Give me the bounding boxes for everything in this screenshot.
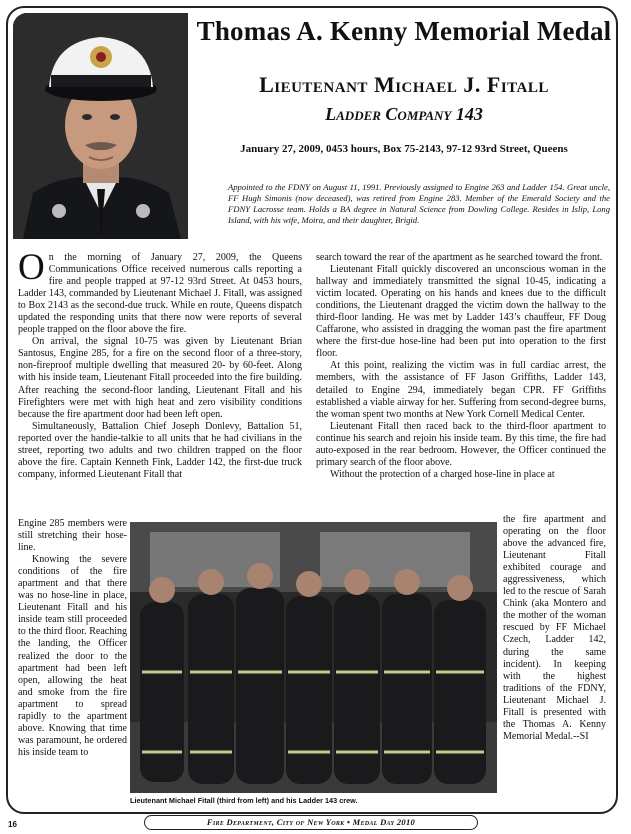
article-paragraph: Without the protection of a charged hose-line in place at <box>330 468 555 480</box>
article-paragraph: On the morning of January 27, 2009, the Queens Communications Office received numerous calls reporting a fire and people trapped at 97-12 93rd Street. At 0453 hours, Ladder 143, commanded by Lieutenant Michael J. Fitall, was assigned to Box 2143 as the second-due truck. While en route, Queens dispatch updated the responding units that there now were reports of several people trapped on the floor above the fire. <box>18 247 302 336</box>
article-column-right <box>316 252 606 481</box>
biography: Appointed to the FDNY on August 11, 1991. Previously assigned to Engine 263 and Ladder 154. Great uncle, FF Hugh Simonis (now deceased), was retired from Engine 283. Member of the Emerald Society and the FDNY Lacrosse team. Holds a BA degree in Natural Science from Dowling College. Resides in Islip, Long Island, with his wife, Moira, and their daughter, Brigid. <box>228 182 610 225</box>
medal-title: Thomas A. Kenny Memorial Medal <box>196 16 612 46</box>
article-paragraph: the fire apartment and operating on the floor above the advanced fire, Lieutenant Fitall exhibited courage and aggressiveness, which led to the rescue of Sarah Chink (aka Montero and the mother of the woman rescued by FF Michael Czech, Ladder 142, during the same incident). In keeping with the highest traditions of the FDNY, Lieutenant Michael J. Fitall is presented with the Thomas A. Kenny Memorial Medal.--SI <box>503 514 606 742</box>
article-paragraph: search toward the rear of the apartment as he searched toward the front. <box>316 252 603 263</box>
drop-cap: O <box>18 247 45 288</box>
crew-photo <box>130 522 497 793</box>
footer-banner: Fire Department, City of New York • Medal Day 2010 <box>144 815 478 830</box>
photo-caption: Lieutenant Michael Fitall (third from left) and his Ladder 143 crew. <box>130 796 358 805</box>
article-paragraph: Simultaneously, Battalion Chief Joseph Donlevy, Battalion 51, reported over the handie-talkie to all units that he had civilians in the street, reporting two adults and two children trapped on the floor above the fire. Captain Kenneth Fink, Ladder 142, the first-due truck company, informed Lieutenant Fitall that <box>18 420 302 480</box>
article-paragraph: Knowing the severe conditions of the fire apartment and that there was no hose-line in place, Lieutenant Fitall and his inside team still proceeded to the third floor. Reaching the landing, the Officer realized the door to the apartment had been left open, allowing the heat and smoke from the fire apartment to spread rapidly to the apartment above. Knowing that time was paramount, he ordered his inside team to <box>18 554 127 758</box>
honoree-name: Lieutenant Michael J. Fitall <box>259 72 549 97</box>
article-column-left-narrow <box>18 518 127 759</box>
portrait-photo <box>13 13 188 239</box>
article-paragraph: On arrival, the signal 10-75 was given by Lieutenant Brian Santosus, Engine 285, for a fire on the second floor of a three-story, non-fireproof multiple dwelling that measured 20- by 60-feet. Along with his inside team, Lieutenant Fitall proceeded into the fire building. After reaching the second-floor landing, Lieutenant Fitall and his Firefighters were met with high heat and zero visibility conditions because the fire apartment door had been left open. <box>18 336 302 420</box>
page-number: 16 <box>8 820 17 829</box>
company-name: Ladder Company 143 <box>325 104 483 124</box>
article-paragraph: At this point, realizing the victim was in full cardiac arrest, the members, with the assistance of FF Jason Griffiths, Ladder 143, detailed to Engine 294, immediately began CPR. FF Griffiths established a viable airway for her. Suffering from second-degree burns, the woman spent two months at New York Cornell Medical Center. <box>316 360 606 420</box>
article-paragraph: Lieutenant Fitall then raced back to the third-floor apartment to continue his search and rejoin his inside team. By this time, the fire had auto-exposed in the rear bedroom. However, the Officer continued the primary search of the floor above. <box>316 420 606 468</box>
article-paragraph: Lieutenant Fitall quickly discovered an unconscious woman in the hallway and immediately transmitted the signal 10-45, indicating a victim located. Operating on his hands and knees due to the difficult conditions, the Lieutenant dragged the victim down the hallway to the third-floor landing. He was met by Ladder 143’s chauffeur, FF Doug Caffarone, who assisted in dragging the woman past the fire apartment where the first-due hose-line had been put into operation to the first floor. <box>316 264 606 360</box>
article-paragraph: Engine 285 members were still stretching their hose-line. <box>18 518 127 554</box>
article-column-left <box>18 247 302 481</box>
incident-line: January 27, 2009, 0453 hours, Box 75-2143, 97-12 93rd Street, Queens <box>240 143 568 155</box>
article-column-right-narrow <box>503 514 606 743</box>
